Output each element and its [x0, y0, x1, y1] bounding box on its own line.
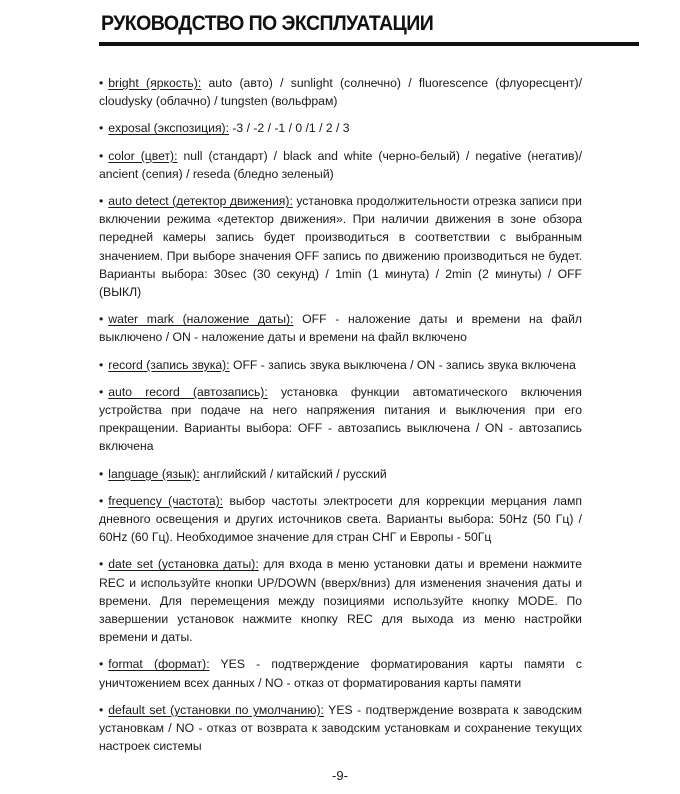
description: null (стандарт) / black and white (черно-белый) / negative (негатив)/ ancient (сепия) / reseda (бледно зеленый) [99, 148, 582, 181]
bullet: • [99, 357, 104, 372]
term-color: color (цвет): [108, 148, 178, 163]
list-item-bright [99, 74, 582, 110]
bullet: • [99, 148, 104, 163]
term-default-set: default set (установки по умолчанию): [108, 702, 324, 717]
description: auto (авто) / sunlight (солнечно) / fluorescence (флуоресцент)/ cloudysky (облачно) / tungsten (вольфрам) [99, 76, 582, 109]
description: английский / китайский / русский [199, 466, 387, 481]
description: YES - подтверждение форматирования карты памяти с уничтожением всех данных / NO - отказ от форматирования карты памяти [99, 657, 582, 690]
term-language: language (язык): [108, 466, 200, 481]
description: OFF - запись звука выключена / ON - запись звука включена [229, 357, 576, 372]
term-water-mark: water mark (наложение даты): [108, 312, 294, 327]
page-number: -9- [332, 768, 348, 783]
list-item-record [99, 356, 582, 374]
description: -3 / -2 / -1 / 0 /1 / 2 / 3 [228, 121, 350, 136]
list-item-date-set [99, 555, 582, 646]
list-item-default-set [99, 701, 582, 756]
term-frequency: frequency (частота): [108, 493, 224, 508]
description: выбор частоты электросети для коррекции мерцания ламп дневного освещения и других источников света. Варианты выбора: 50Hz (50 Гц) / 60Hz (60 Гц). Необходимое значение для стран СНГ и Европы - 50Гц [99, 493, 583, 545]
bullet: • [99, 557, 104, 572]
bullet: • [99, 493, 104, 508]
description: OFF - наложение даты и времени на файл выключено / ON - наложение даты и времени на файл включено [99, 312, 582, 345]
settings-list [99, 74, 582, 765]
bullet: • [99, 657, 104, 672]
term-date-set: date set (установка даты): [108, 557, 259, 572]
bullet: • [99, 76, 104, 90]
term-auto-record: auto record (автозапись): [108, 384, 268, 399]
list-item-exposal [99, 119, 582, 137]
bullet: • [99, 312, 104, 327]
bullet: • [99, 194, 104, 209]
list-item-color [99, 147, 582, 183]
term-format: format (формат): [108, 657, 210, 672]
list-item-language [99, 465, 582, 483]
description: установка функции автоматического включения устройства при подаче на него напряжения питания и выключения при его прекращении. Варианты выбора: OFF - автозапись выключена / ON - автозапись включена [99, 384, 582, 454]
bullet: • [99, 466, 104, 481]
term-exposal: exposal (экспозиция): [108, 121, 229, 136]
list-item-water-mark [99, 310, 582, 346]
list-item-auto-detect [99, 192, 582, 301]
term-auto-detect: auto detect (детектор движения): [108, 194, 293, 209]
list-item-format [99, 655, 582, 691]
description: установка продолжительности отрезка записи при включении режима «детектор движения». При наличии движения в зоне обзора передней камеры запись будет производиться в соответствии с выбранным значением. При выборе значения OFF запись по движению производиться не будет. Варианты выбора: 30sec (30 секунд) / 1min (1 минута) / 2min (2 минуты) / OFF (ВЫКЛ) [99, 194, 582, 300]
description: YES - подтверждение возврата к заводским установкам / NO - отказ от возврата к заводским установкам и сохранение текущих настроек системы [99, 702, 583, 754]
bullet: • [99, 121, 104, 136]
list-item-auto-record [99, 383, 582, 456]
description: для входа в меню установки даты и времени нажмите REC и используйте кнопки UP/DOWN (вверх/вниз) для изменения значения даты и времени. Для перемещения между позициями используйте кнопку MODE. По завершении установок нажмите кнопку REC для выхода из меню настройки времени и даты. [99, 557, 582, 645]
term-record: record (запись звука): [108, 357, 230, 372]
list-item-frequency [99, 492, 582, 547]
term-bright: bright (яркость): [108, 76, 202, 90]
bullet: • [99, 702, 104, 717]
header-divider [99, 42, 639, 46]
bullet: • [99, 384, 104, 399]
page-title: РУКОВОДСТВО ПО ЭКСПЛУАТАЦИИ [101, 12, 434, 35]
